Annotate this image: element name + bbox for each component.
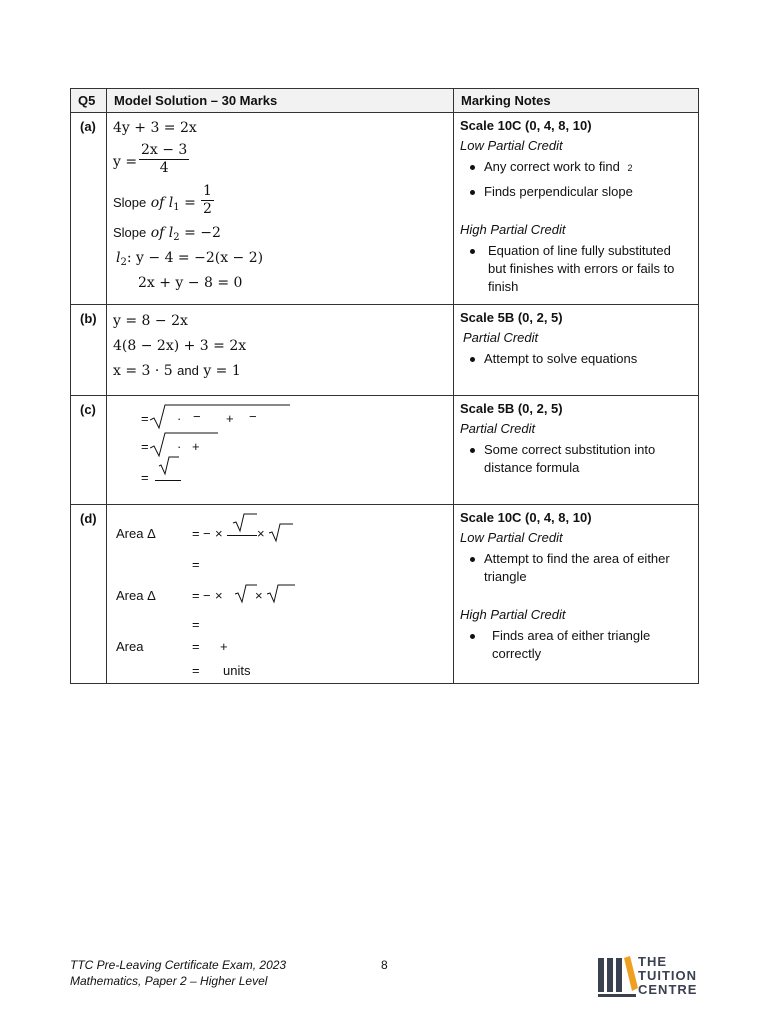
math-line: y = [113,154,138,170]
equals: = [141,470,149,485]
bullet-text: Any correct work to find [484,159,620,174]
row-label: (d) [71,505,107,684]
area-label: Area [116,639,144,654]
notes-cell [454,505,699,684]
list-item [460,158,692,177]
list-item: Some correct substitution into distance formula [460,441,692,477]
solution-cell [107,113,454,305]
bullet-list [460,350,692,368]
marking-scheme-table [70,88,699,684]
equals: = [141,411,149,426]
text-of: of [150,195,165,211]
credit-label: High Partial Credit [460,222,566,237]
sqrt-symbol [150,404,290,430]
math-line [116,250,263,268]
header-marking-notes: Marking Notes [454,89,699,113]
math-times: × [257,526,265,541]
table-row [71,505,699,684]
sqrt-symbol [267,523,293,543]
subscript: 1 [173,202,180,213]
math-line [113,225,221,243]
footer-paper-title: Mathematics, Paper 2 – Higher Level [70,974,268,988]
list-item: Attempt to find the area of either triangle [460,550,692,586]
text-and: and [177,363,199,378]
math-times: × [215,526,223,541]
row-label: (b) [71,305,107,396]
math-dot: · [177,439,182,454]
table-row [71,305,699,396]
table-row [71,396,699,505]
logo-text-line: TUITION [638,968,697,983]
numerator: 1 [203,183,212,199]
units-label: units [223,663,251,678]
math-line: 4y + 3 = 2x [113,120,197,136]
bullet-list [460,158,692,201]
table-header-row [71,89,699,113]
page-number: 8 [381,958,388,972]
equals-value: = −2 [184,225,221,241]
scale-label: Scale 5B (0, 2, 5) [460,401,563,416]
area-label: Area Δ [116,588,156,603]
equals: = [192,663,200,678]
equals: = [192,639,200,654]
fraction-bar [227,535,257,536]
math-dot: · [177,411,182,426]
text-of: of [150,225,165,241]
text-l: l [168,195,174,211]
equals: = [192,557,200,572]
logo-text-line: CENTRE [638,982,698,997]
math-line [113,363,241,379]
math-minus: − [249,409,257,424]
sqrt-symbol [265,584,295,604]
credit-label: High Partial Credit [460,607,566,622]
fraction [201,183,214,218]
math-line: y = 8 − 2x [113,313,188,329]
credit-label: Partial Credit [463,330,539,345]
math-minus: − [203,526,211,541]
equation: : y − 4 = −2(x − 2) [126,250,264,266]
y-value: y = 1 [203,363,241,379]
math-times: × [215,588,223,603]
notes-cell [454,396,699,505]
scale-label: Scale 10C (0, 4, 8, 10) [460,118,592,133]
equals: = [141,439,149,454]
text-l: l [168,225,174,241]
credit-label: Low Partial Credit [460,530,563,545]
bullet-list [460,550,692,586]
header-question: Q5 [71,89,107,113]
notes-cell [454,305,699,396]
scale-label: Scale 5B (0, 2, 5) [460,310,563,325]
scale-label: Scale 10C (0, 4, 8, 10) [460,510,592,525]
table-row [71,113,699,305]
math-times: × [255,588,263,603]
solution-cell [107,305,454,396]
row-label: (a) [71,113,107,305]
text-slope: Slope [113,225,147,240]
bullet-list [460,441,692,477]
bullet-list [460,242,692,296]
tuition-centre-logo [596,955,708,1001]
list-item: Finds perpendicular slope [460,183,692,201]
math-plus: + [226,411,234,426]
list-item: Attempt to solve equations [460,350,692,368]
fraction [139,142,189,177]
fraction-bar [155,480,181,481]
sqrt-symbol [157,456,183,476]
list-item: Finds area of either triangle correctly [460,627,692,663]
subscript: 2 [120,257,127,268]
sqrt-symbol [150,432,218,458]
math-minus: − [203,588,211,603]
math-minus: − [193,409,201,424]
notes-cell [454,113,699,305]
area-label: Area Δ [116,526,156,541]
numerator: 2x − 3 [141,142,188,158]
credit-label: Low Partial Credit [460,138,563,153]
equals: = [192,526,200,541]
list-item: Equation of line fully substituted but finishes with errors or fails to finish [460,242,692,296]
footer-exam-title: TTC Pre-Leaving Certificate Exam, 2023 [70,958,287,972]
denominator: 4 [159,160,169,176]
logo-text-line: THE [638,954,667,969]
sqrt-symbol [231,513,259,533]
header-model-solution: Model Solution – 30 Marks [107,89,454,113]
solution-cell [107,505,454,684]
equals: = [192,617,200,632]
subscript: 2 [173,232,180,243]
solution-cell [107,396,454,505]
logo-text [638,955,697,997]
equals: = [184,195,196,211]
logo-bars-icon [596,955,638,999]
row-label: (c) [71,396,107,505]
math-line: 2x + y − 8 = 0 [138,275,243,291]
text-l: l [116,250,121,266]
bullet-subscript: 2 [627,163,633,173]
math-plus: + [220,639,228,654]
text-slope: Slope [113,195,147,210]
math-plus: + [192,439,200,454]
math-line [113,195,196,213]
credit-label: Partial Credit [460,421,536,436]
denominator: 2 [203,201,212,217]
math-line: 4(8 − 2x) + 3 = 2x [113,338,247,354]
bullet-list [460,627,692,663]
x-value: x = 3 · 5 [113,363,173,379]
equals: = [192,588,200,603]
